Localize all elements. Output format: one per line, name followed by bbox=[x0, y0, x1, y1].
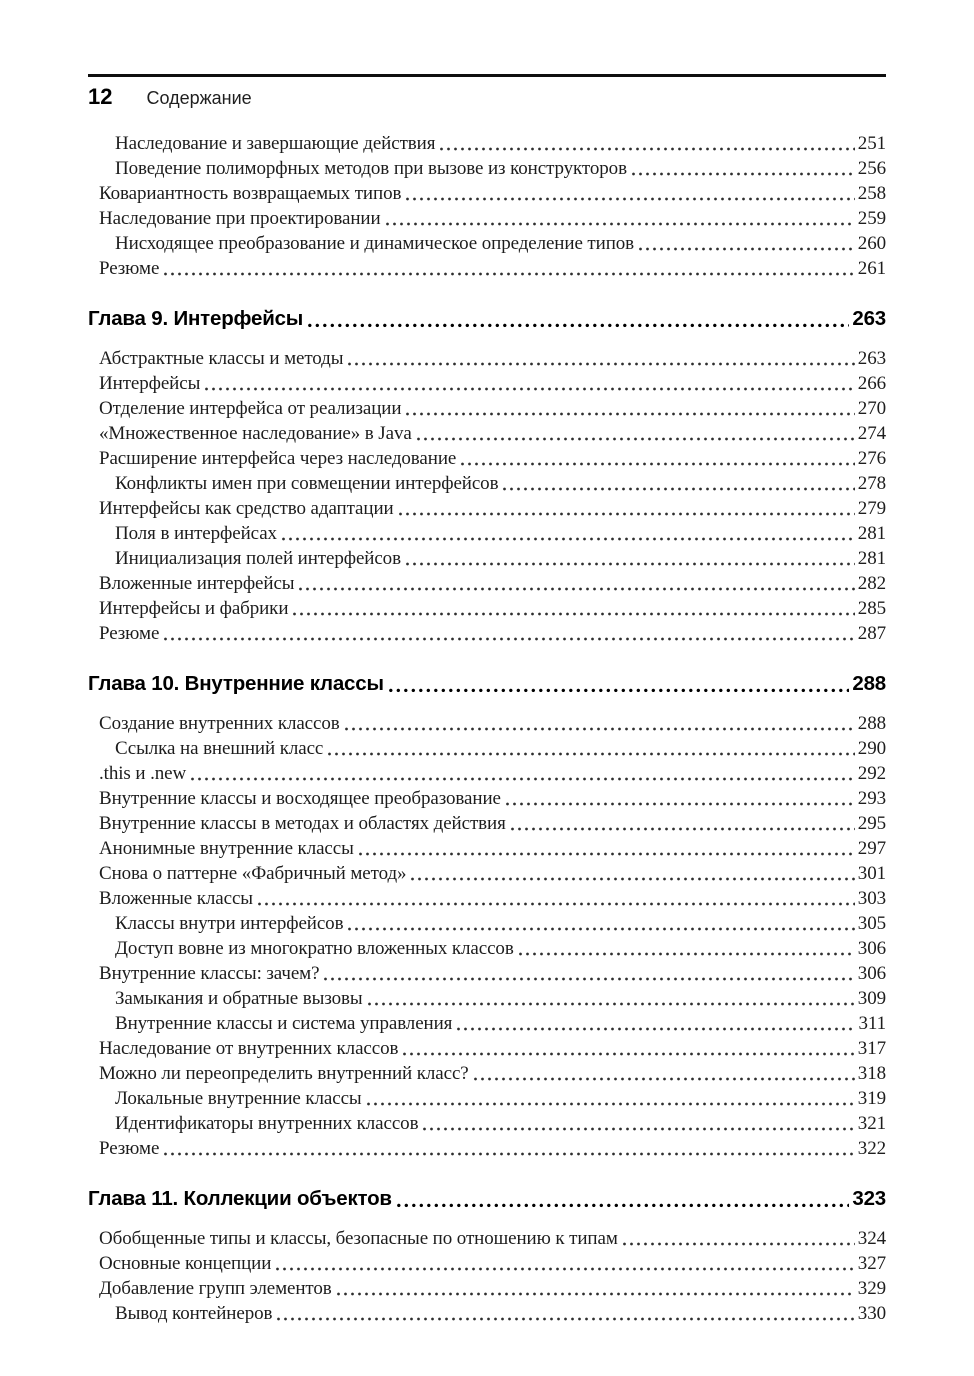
dot-leader bbox=[348, 927, 854, 931]
dot-leader bbox=[191, 777, 855, 781]
dot-leader bbox=[277, 1317, 854, 1321]
page-ref: 293 bbox=[857, 788, 886, 809]
page-number: 12 bbox=[88, 84, 113, 109]
dot-leader bbox=[328, 752, 855, 756]
entry-title: Классы внутри интерфейсов bbox=[115, 913, 344, 934]
toc-entry bbox=[88, 496, 886, 521]
toc-section bbox=[88, 670, 886, 1161]
page-ref: 270 bbox=[857, 398, 886, 419]
dot-leader bbox=[164, 1152, 855, 1156]
page-ref: 282 bbox=[857, 573, 886, 594]
toc-entry bbox=[88, 761, 886, 786]
entry-title: Внутренние классы в методах и областях действия bbox=[99, 813, 506, 834]
page-ref: 292 bbox=[857, 763, 886, 784]
dot-leader bbox=[632, 172, 855, 176]
page-ref: 279 bbox=[857, 498, 886, 519]
entry-title: Вывод контейнеров bbox=[115, 1303, 273, 1324]
dot-leader bbox=[367, 1102, 855, 1106]
entry-title: Вложенные интерфейсы bbox=[99, 573, 295, 594]
page-ref: 276 bbox=[857, 448, 886, 469]
toc-entry bbox=[88, 546, 886, 571]
toc-entry bbox=[88, 346, 886, 371]
toc-entry bbox=[88, 371, 886, 396]
page-ref: 251 bbox=[857, 133, 886, 154]
table-of-contents bbox=[88, 131, 886, 1326]
dot-leader bbox=[299, 587, 854, 591]
entry-title: Поведение полиморфных методов при вызове из конструкторов bbox=[115, 158, 627, 179]
toc-entry bbox=[88, 596, 886, 621]
dot-leader bbox=[258, 902, 855, 906]
toc-entry bbox=[88, 521, 886, 546]
dot-leader bbox=[461, 462, 855, 466]
toc-entry bbox=[88, 206, 886, 231]
toc-entry bbox=[88, 886, 886, 911]
toc-entry bbox=[88, 1301, 886, 1326]
dot-leader bbox=[368, 1002, 855, 1006]
entry-title: Конфликты имен при совмещении интерфейсов bbox=[115, 473, 499, 494]
toc-entry bbox=[88, 861, 886, 886]
page-ref: 321 bbox=[857, 1113, 886, 1134]
toc-section bbox=[88, 1185, 886, 1326]
dot-leader bbox=[282, 537, 855, 541]
toc-section bbox=[88, 305, 886, 646]
dot-leader bbox=[406, 197, 854, 201]
dot-leader bbox=[623, 1242, 855, 1246]
page-ref: 327 bbox=[857, 1253, 886, 1274]
page-ref: 322 bbox=[857, 1138, 886, 1159]
page-ref: 309 bbox=[857, 988, 886, 1009]
toc-entry bbox=[88, 231, 886, 256]
entry-title: Резюме bbox=[99, 258, 160, 279]
page-ref: 311 bbox=[858, 1013, 886, 1034]
running-title: Содержание bbox=[146, 88, 252, 108]
toc-entry bbox=[88, 471, 886, 496]
page-ref: 288 bbox=[857, 713, 886, 734]
entry-title: Наследование при проектировании bbox=[99, 208, 381, 229]
page-ref: 303 bbox=[857, 888, 886, 909]
page-ref: 281 bbox=[857, 548, 886, 569]
page-ref: 295 bbox=[857, 813, 886, 834]
entry-title: Интерфейсы как средство адаптации bbox=[99, 498, 394, 519]
dot-leader bbox=[406, 562, 855, 566]
toc-entry bbox=[88, 936, 886, 961]
entry-title: Наследование от внутренних классов bbox=[99, 1038, 399, 1059]
dot-leader bbox=[293, 612, 854, 616]
toc-entry bbox=[88, 256, 886, 281]
toc-entry bbox=[88, 1276, 886, 1301]
toc-entry bbox=[88, 421, 886, 446]
dot-leader bbox=[403, 1052, 854, 1056]
page-ref: 323 bbox=[852, 1187, 886, 1210]
entry-title: Идентификаторы внутренних классов bbox=[115, 1113, 419, 1134]
chapter-title: Глава 10. Внутренние классы bbox=[88, 672, 384, 695]
entry-title: Можно ли переопределить внутренний класс? bbox=[99, 1063, 469, 1084]
entry-title: Замыкания и обратные вызовы bbox=[115, 988, 363, 1009]
toc-entry bbox=[88, 181, 886, 206]
page-ref: 263 bbox=[852, 307, 886, 330]
toc-section bbox=[88, 131, 886, 281]
entry-title: .this и .new bbox=[99, 763, 187, 784]
toc-entry bbox=[88, 1251, 886, 1276]
toc-entry bbox=[88, 986, 886, 1011]
dot-leader bbox=[359, 852, 855, 856]
dot-leader bbox=[411, 877, 854, 881]
page-ref: 330 bbox=[857, 1303, 886, 1324]
toc-entry bbox=[88, 571, 886, 596]
toc-entry bbox=[88, 1136, 886, 1161]
dot-leader bbox=[503, 487, 854, 491]
entry-title: Наследование и завершающие действия bbox=[115, 133, 436, 154]
toc-entry bbox=[88, 1036, 886, 1061]
entry-title: Вложенные классы bbox=[99, 888, 253, 909]
entry-title: «Множественное наследование» в Java bbox=[99, 423, 412, 444]
dot-leader bbox=[397, 1203, 850, 1208]
entry-title: Анонимные внутренние классы bbox=[99, 838, 354, 859]
toc-entry bbox=[88, 621, 886, 646]
toc-entry bbox=[88, 1011, 886, 1036]
page-ref: 317 bbox=[857, 1038, 886, 1059]
page-ref: 318 bbox=[857, 1063, 886, 1084]
dot-leader bbox=[386, 222, 855, 226]
page-ref: 306 bbox=[857, 963, 886, 984]
dot-leader bbox=[474, 1077, 855, 1081]
page-ref: 278 bbox=[857, 473, 886, 494]
dot-leader bbox=[440, 147, 854, 151]
toc-entry bbox=[88, 1086, 886, 1111]
page-ref: 287 bbox=[857, 623, 886, 644]
toc-entry bbox=[88, 736, 886, 761]
toc-entry bbox=[88, 1111, 886, 1136]
page-ref: 297 bbox=[857, 838, 886, 859]
entry-title: Внутренние классы и восходящее преобразование bbox=[99, 788, 501, 809]
page-ref: 259 bbox=[857, 208, 886, 229]
entry-title: Резюме bbox=[99, 623, 160, 644]
entry-title: Доступ вовне из многократно вложенных классов bbox=[115, 938, 514, 959]
page-ref: 261 bbox=[857, 258, 886, 279]
dot-leader bbox=[399, 512, 855, 516]
dot-leader bbox=[337, 1292, 855, 1296]
entry-title: Добавление групп элементов bbox=[99, 1278, 332, 1299]
toc-entry bbox=[88, 131, 886, 156]
entry-title: Поля в интерфейсах bbox=[115, 523, 277, 544]
dot-leader bbox=[164, 637, 855, 641]
page-ref: 305 bbox=[857, 913, 886, 934]
toc-entry bbox=[88, 396, 886, 421]
chapter-title: Глава 9. Интерфейсы bbox=[88, 307, 304, 330]
entry-title: Интерфейсы bbox=[99, 373, 201, 394]
page-ref: 306 bbox=[857, 938, 886, 959]
toc-entry bbox=[88, 711, 886, 736]
dot-leader bbox=[423, 1127, 854, 1131]
dot-leader bbox=[276, 1267, 854, 1271]
entry-title: Интерфейсы и фабрики bbox=[99, 598, 289, 619]
page-ref: 319 bbox=[857, 1088, 886, 1109]
entry-title: Создание внутренних классов bbox=[99, 713, 340, 734]
page-ref: 285 bbox=[857, 598, 886, 619]
entry-title: Абстрактные классы и методы bbox=[99, 348, 344, 369]
page-ref: 263 bbox=[857, 348, 886, 369]
page-ref: 260 bbox=[857, 233, 886, 254]
dot-leader bbox=[389, 688, 850, 693]
entry-title: Основные концепции bbox=[99, 1253, 272, 1274]
dot-leader bbox=[511, 827, 855, 831]
toc-chapter-heading bbox=[88, 1185, 886, 1213]
entry-title: Внутренние классы и система управления bbox=[115, 1013, 453, 1034]
dot-leader bbox=[406, 412, 854, 416]
page-ref: 329 bbox=[857, 1278, 886, 1299]
entry-title: Обобщенные типы и классы, безопасные по отношению к типам bbox=[99, 1228, 618, 1249]
page-ref: 301 bbox=[857, 863, 886, 884]
toc-entry bbox=[88, 961, 886, 986]
dot-leader bbox=[417, 437, 855, 441]
entry-title: Снова о паттерне «Фабричный метод» bbox=[99, 863, 407, 884]
toc-entry bbox=[88, 1061, 886, 1086]
dot-leader bbox=[457, 1027, 855, 1031]
toc-entry bbox=[88, 836, 886, 861]
entry-title: Нисходящее преобразование и динамическое определение типов bbox=[115, 233, 635, 254]
entry-title: Отделение интерфейса от реализации bbox=[99, 398, 402, 419]
dot-leader bbox=[348, 362, 854, 366]
entry-title: Инициализация полей интерфейсов bbox=[115, 548, 401, 569]
page-ref: 288 bbox=[852, 672, 886, 695]
toc-entry bbox=[88, 786, 886, 811]
page-header bbox=[88, 84, 252, 110]
toc-chapter-heading bbox=[88, 670, 886, 698]
toc-chapter-heading bbox=[88, 305, 886, 333]
page-ref: 281 bbox=[857, 523, 886, 544]
page-ref: 274 bbox=[857, 423, 886, 444]
entry-title: Расширение интерфейса через наследование bbox=[99, 448, 457, 469]
toc-entry bbox=[88, 1226, 886, 1251]
page-ref: 266 bbox=[857, 373, 886, 394]
dot-leader bbox=[345, 727, 855, 731]
toc-entry bbox=[88, 446, 886, 471]
chapter-title: Глава 11. Коллекции объектов bbox=[88, 1187, 392, 1210]
dot-leader bbox=[164, 272, 855, 276]
dot-leader bbox=[519, 952, 855, 956]
dot-leader bbox=[308, 323, 849, 328]
entry-title: Локальные внутренние классы bbox=[115, 1088, 362, 1109]
toc-entry bbox=[88, 911, 886, 936]
page-ref: 256 bbox=[857, 158, 886, 179]
dot-leader bbox=[639, 247, 855, 251]
toc-entry bbox=[88, 811, 886, 836]
entry-title: Ссылка на внешний класс bbox=[115, 738, 324, 759]
dot-leader bbox=[205, 387, 855, 391]
toc-entry bbox=[88, 156, 886, 181]
page-ref: 290 bbox=[857, 738, 886, 759]
entry-title: Внутренние классы: зачем? bbox=[99, 963, 320, 984]
dot-leader bbox=[324, 977, 854, 981]
page-ref: 324 bbox=[857, 1228, 886, 1249]
header-rule bbox=[88, 74, 886, 77]
entry-title: Резюме bbox=[99, 1138, 160, 1159]
dot-leader bbox=[506, 802, 855, 806]
entry-title: Ковариантность возвращаемых типов bbox=[99, 183, 402, 204]
page-ref: 258 bbox=[857, 183, 886, 204]
